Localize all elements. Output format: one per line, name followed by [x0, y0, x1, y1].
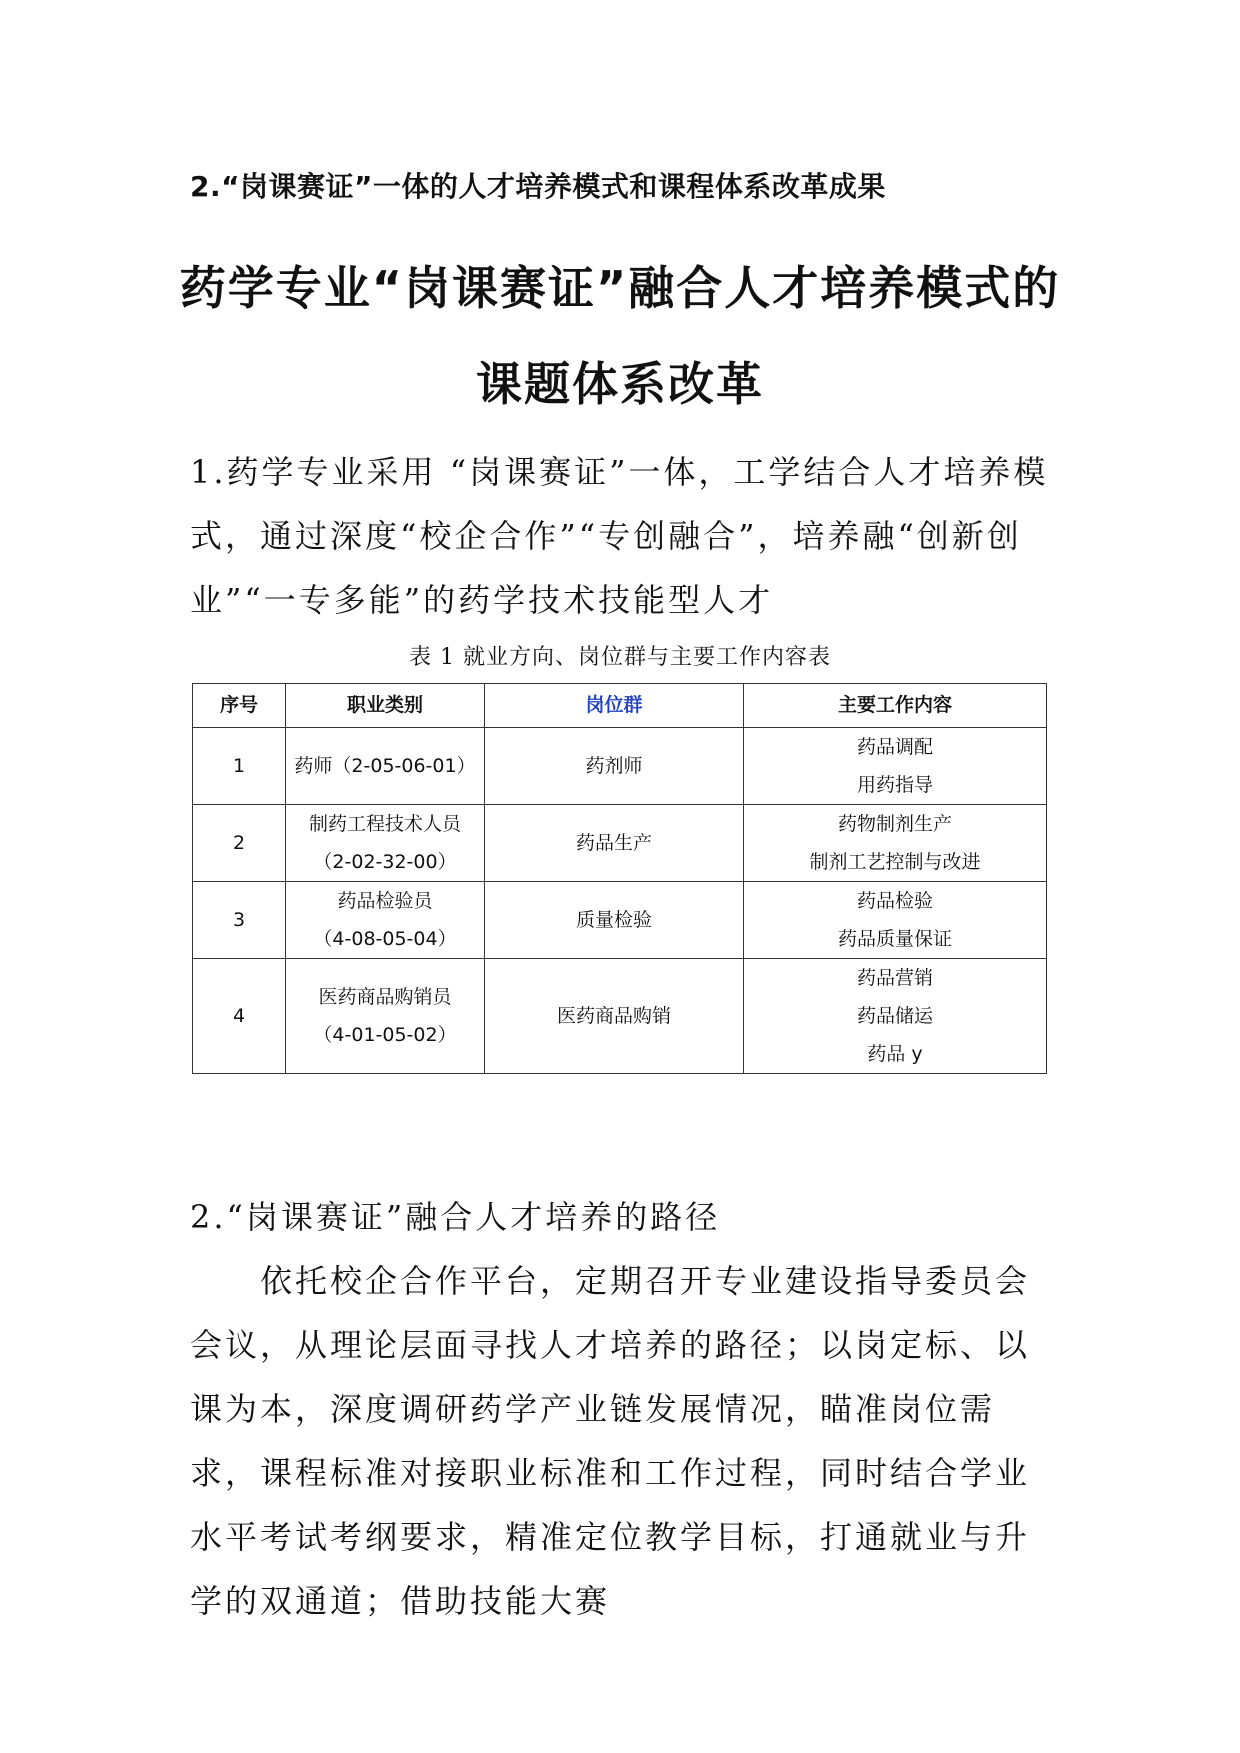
- table-row: [193, 805, 1047, 882]
- row-main-work: [744, 882, 1047, 959]
- table-row: [193, 728, 1047, 805]
- work-item: 药品储运: [856, 1005, 933, 1027]
- table-row: [193, 882, 1047, 959]
- work-item: 用药指导: [856, 774, 933, 796]
- table-header-row: [193, 684, 1047, 728]
- header-position-group: 岗位群: [485, 684, 744, 728]
- section-heading: 2.“岗课赛证”一体的人才培养模式和课程体系改革成果: [190, 170, 886, 203]
- header-main-work: 主要工作内容: [744, 684, 1047, 728]
- row-job-category: [286, 728, 485, 805]
- job-line: 医药商品购销员: [318, 986, 452, 1008]
- job-code: （4-01-05-02）: [313, 1024, 457, 1046]
- work-item: 药品 y: [867, 1043, 923, 1065]
- work-item: 药品营销: [856, 967, 933, 989]
- section2-body: 依托校企合作平台，定期召开专业建设指导委员会会议，从理论层面寻找人才培养的路径；以岗定标、以课为本，深度调研药学产业链发展情况，瞄准岗位需求，课程标准对接职业标准和工作过程，同时结合学业水平考试考纲要求，精准定位教学目标，打通就业与升学的双通道；借助技能大赛: [190, 1262, 1031, 1620]
- row-main-work: [744, 959, 1047, 1074]
- row-job-category: [286, 882, 485, 959]
- row-no: 2: [193, 805, 286, 882]
- job-line: 制药工程技术人员: [308, 813, 461, 835]
- job-code: （4-08-05-04）: [313, 928, 457, 950]
- main-title-line2: 课题体系改革: [476, 357, 764, 411]
- job-line: 药品检验员: [337, 890, 433, 912]
- header-job-category: 职业类别: [286, 684, 485, 728]
- row-position-group: 质量检验: [485, 882, 744, 959]
- jobs-table: [192, 683, 1047, 1074]
- table-caption: 表 1 就业方向、岗位群与主要工作内容表: [409, 645, 831, 670]
- job-code: （2-02-32-00）: [313, 851, 457, 873]
- row-main-work: [744, 728, 1047, 805]
- row-position-group: 医药商品购销: [485, 959, 744, 1074]
- paragraph-1: 1.药学专业采用 “岗课赛证”一体，工学结合人才培养模式，通过深度“校企合作”“专创融合”，培养融“创新创业”“一专多能”的药学技术技能型人才: [190, 453, 1049, 619]
- work-item: 药品调配: [856, 736, 933, 758]
- section2-heading: 2.“岗课赛证”融合人才培养的路径: [190, 1198, 721, 1236]
- main-title-line1: 药学专业“岗课赛证”融合人才培养模式的: [179, 261, 1061, 315]
- work-item: 制剂工艺控制与改进: [809, 851, 981, 873]
- work-item: 药品质量保证: [837, 928, 952, 950]
- row-job-category: [286, 959, 485, 1074]
- row-no: 4: [193, 959, 286, 1074]
- table-row: [193, 959, 1047, 1074]
- row-no: 3: [193, 882, 286, 959]
- row-job-category: [286, 805, 485, 882]
- row-main-work: [744, 805, 1047, 882]
- job-line: 药师（2-05-06-01）: [294, 754, 476, 777]
- row-position-group: 药品生产: [485, 805, 744, 882]
- row-position-group: 药剂师: [485, 728, 744, 805]
- row-no: 1: [193, 728, 286, 805]
- header-no: 序号: [193, 684, 286, 728]
- work-item: 药品检验: [856, 890, 933, 912]
- work-item: 药物制剂生产: [837, 813, 952, 835]
